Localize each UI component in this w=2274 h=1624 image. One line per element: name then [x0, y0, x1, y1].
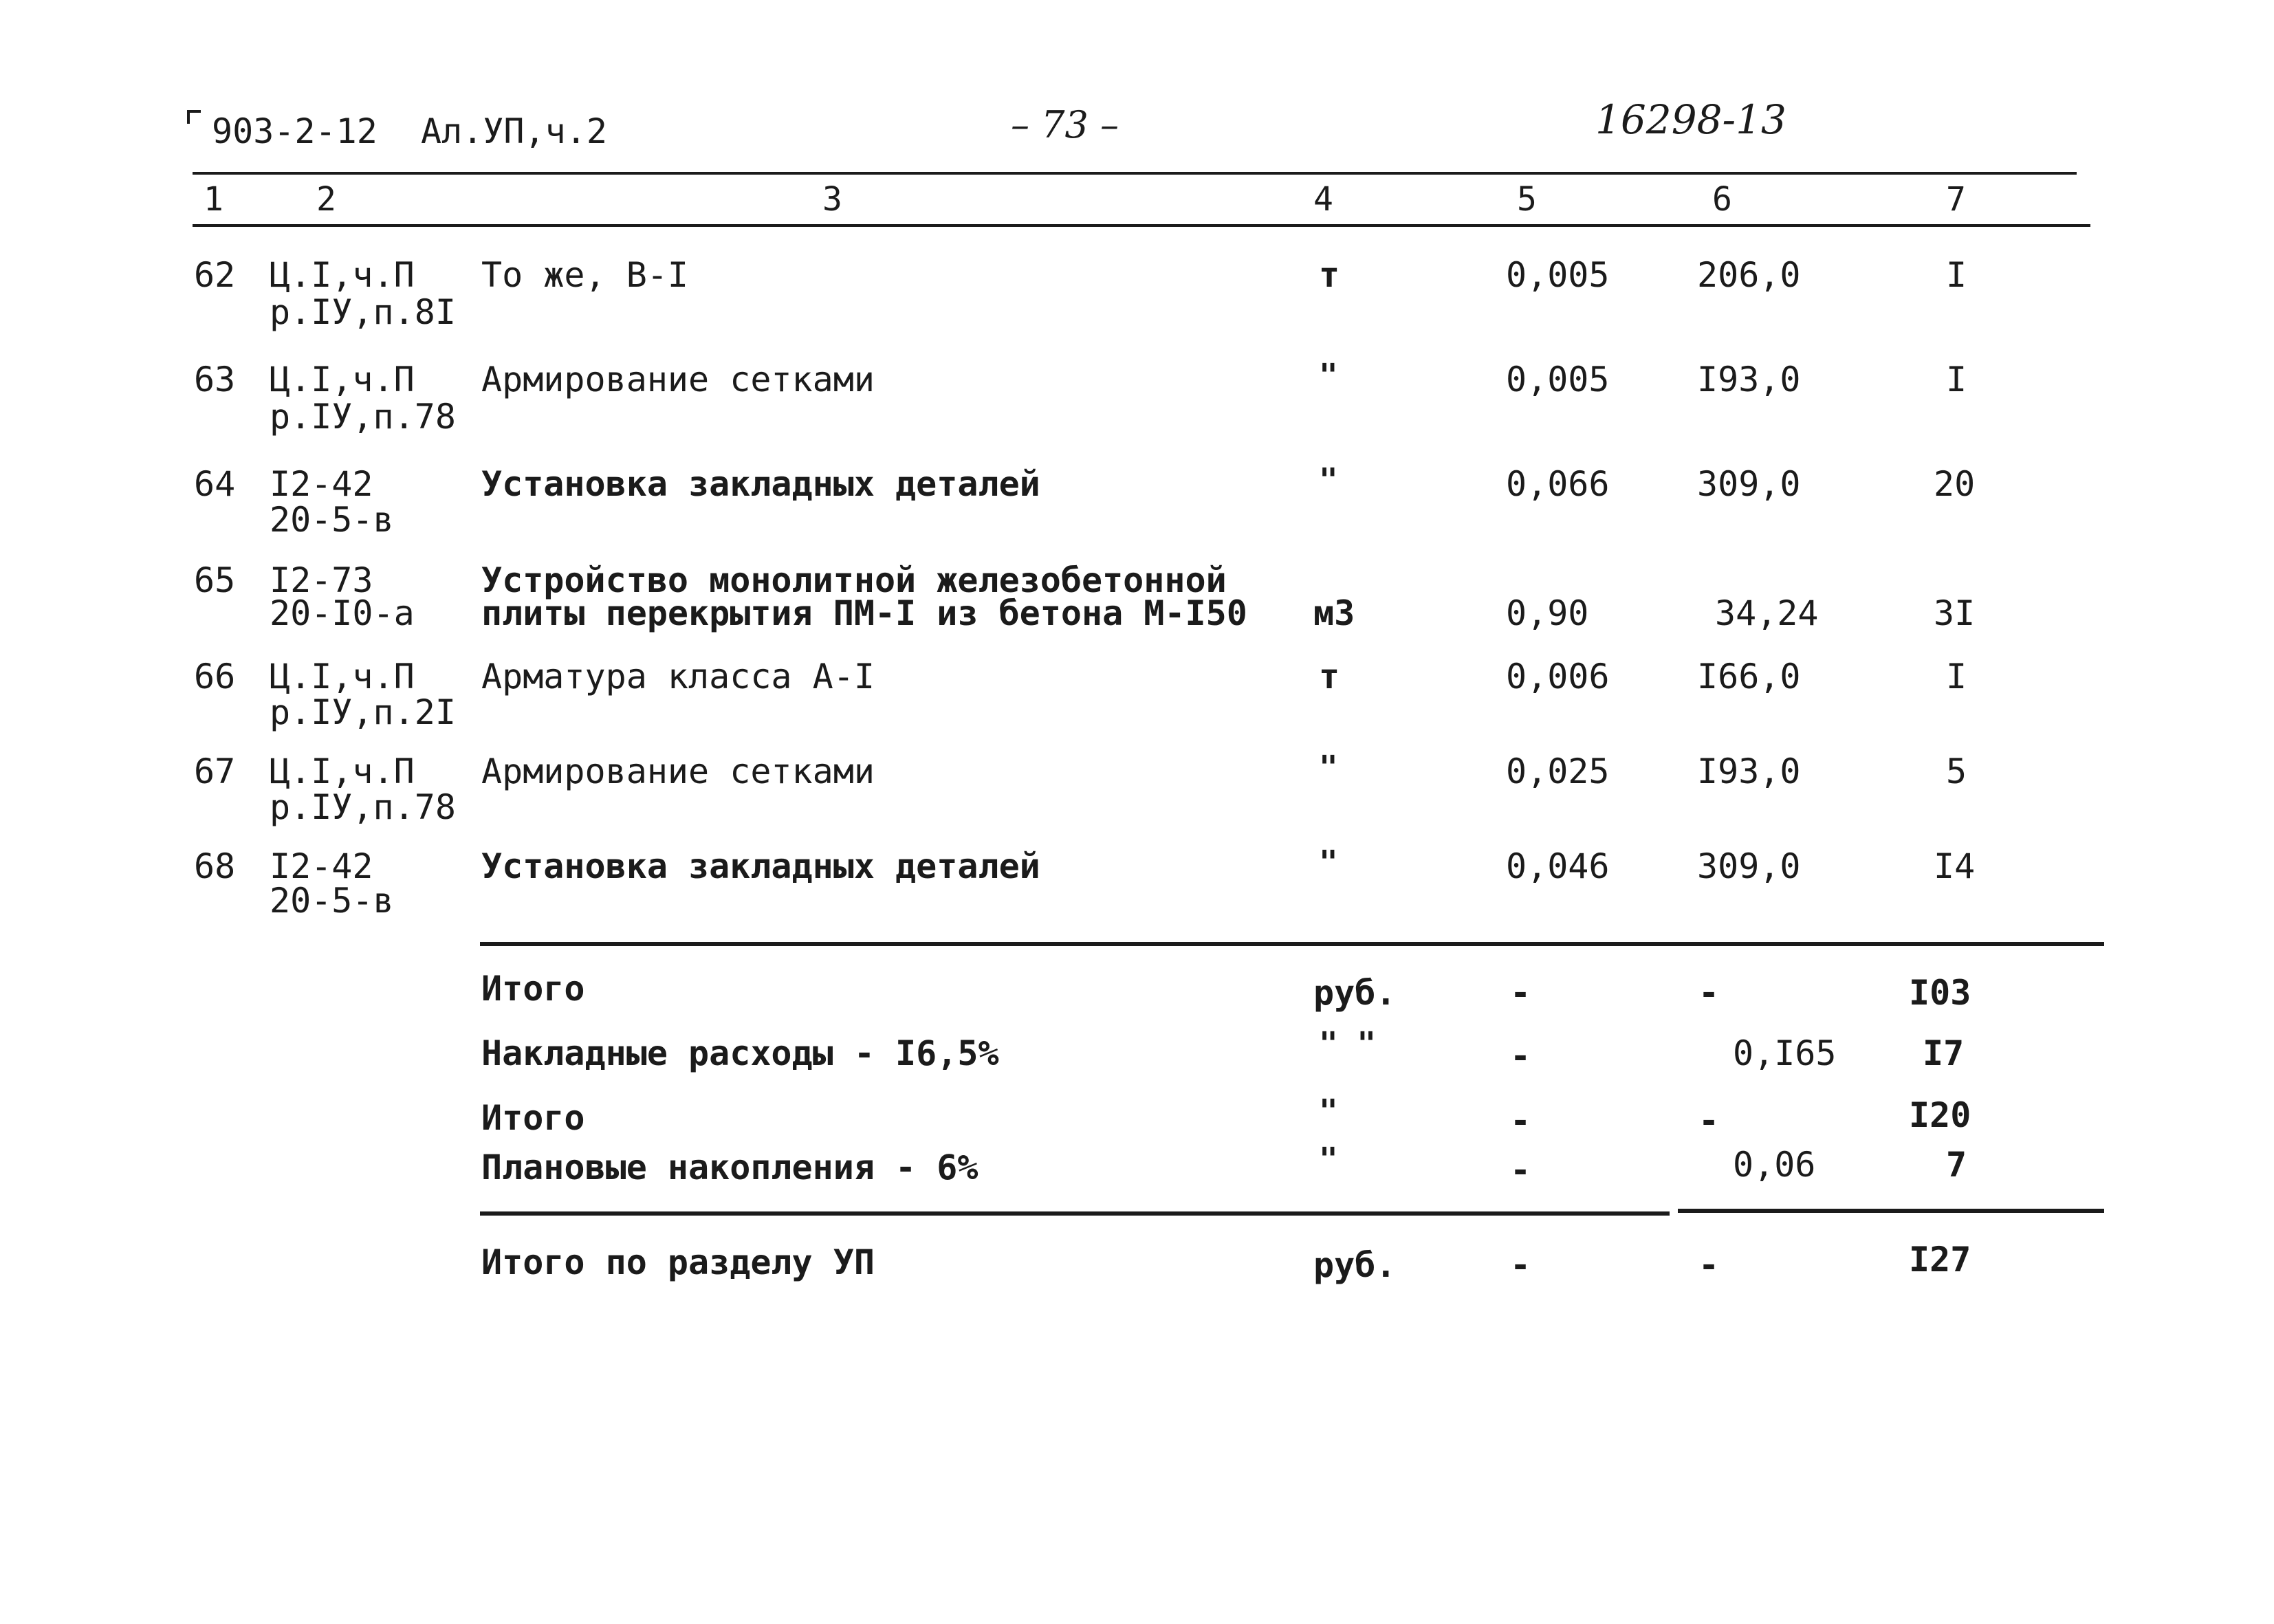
unit-price: 34,24 [1715, 593, 1819, 633]
summary-total: I20 [1909, 1095, 1971, 1135]
quantity: 0,005 [1506, 255, 1610, 295]
total-cost: I4 [1934, 846, 1976, 886]
quantity: 0,005 [1506, 360, 1610, 399]
norm-ref-line1: Ц.I,ч.П [270, 751, 415, 791]
unit: т [1319, 657, 1340, 696]
grand-total-rule-left [480, 1211, 1670, 1216]
work-description: Армирование сетками [481, 751, 875, 791]
corner-mark [187, 110, 201, 124]
norm-ref-line1: I2-73 [270, 560, 373, 600]
row-number: 62 [194, 255, 236, 295]
col-head-3: 3 [822, 180, 842, 219]
summary-label: Итого [481, 969, 585, 1009]
summary-rule [480, 942, 2104, 946]
row-number: 66 [194, 657, 236, 696]
work-description: То же, В-I [481, 255, 689, 295]
unit-price: I66,0 [1697, 657, 1801, 696]
work-description: Установка закладных деталей [481, 464, 1040, 504]
work-description: Арматура класса А-I [481, 657, 875, 696]
quantity: 0,046 [1506, 846, 1610, 886]
norm-ref-line2: 20-5-в [270, 500, 394, 540]
unit-price: I93,0 [1697, 751, 1801, 791]
unit: т [1319, 255, 1340, 295]
norm-ref-line1: I2-42 [270, 464, 373, 504]
norm-ref-line2: р.IУ,п.78 [270, 787, 456, 827]
column-header-rule [193, 224, 2090, 227]
norm-ref-line1: Ц.I,ч.П [270, 255, 415, 295]
col-head-7: 7 [1946, 180, 1966, 219]
summary-qty: - [1510, 1036, 1531, 1076]
row-number: 67 [194, 751, 236, 791]
unit-price: 309,0 [1697, 464, 1801, 504]
row-number: 68 [194, 846, 236, 886]
summary-total: I7 [1923, 1033, 1965, 1073]
quantity: 0,025 [1506, 751, 1610, 791]
row-number: 64 [194, 464, 236, 504]
unit-price: I93,0 [1697, 360, 1801, 399]
summary-label: Плановые накопления - 6% [481, 1148, 979, 1187]
norm-ref-line1: Ц.I,ч.П [270, 657, 415, 696]
summary-total: I03 [1909, 973, 1971, 1013]
summary-qty: - [1510, 973, 1531, 1013]
summary-rate: - [1698, 973, 1720, 1013]
norm-ref-line2: 20-5-в [270, 881, 394, 921]
summary-rate: 0,06 [1733, 1145, 1816, 1185]
grand-total-rate: - [1698, 1245, 1720, 1285]
work-description: Установка закладных деталей [481, 846, 1040, 886]
ditto-mark: " [1319, 461, 1338, 498]
unit: м3 [1313, 593, 1355, 633]
norm-ref-line1: I2-42 [270, 846, 373, 886]
row-number: 65 [194, 560, 236, 600]
grand-total-value: I27 [1909, 1240, 1971, 1280]
total-cost: 3I [1934, 593, 1976, 633]
col-head-5: 5 [1517, 180, 1537, 219]
handwritten-id: 16298-13 [1595, 96, 1786, 143]
summary-label: Итого [481, 1098, 585, 1138]
summary-qty: - [1510, 1101, 1531, 1141]
total-cost: I [1946, 360, 1967, 399]
top-rule [193, 172, 2077, 175]
norm-ref-line2: 20-I0-а [270, 593, 415, 633]
norm-ref-line2: р.IУ,п.8I [270, 292, 456, 332]
ditto-mark: " [1319, 844, 1338, 881]
quantity: 0,006 [1506, 657, 1610, 696]
row-number: 63 [194, 360, 236, 399]
unit-price: 206,0 [1697, 255, 1801, 295]
norm-ref-line2: р.IУ,п.2I [270, 692, 456, 732]
total-cost: I [1946, 255, 1967, 295]
col-head-1: 1 [204, 180, 223, 219]
album-ref: Ал.УП,ч.2 [421, 111, 607, 151]
work-description: Устройство монолитной железобетонной [481, 560, 1227, 600]
ditto-mark: " " [1319, 1025, 1377, 1062]
summary-rate: 0,I65 [1733, 1033, 1837, 1073]
quantity: 0,90 [1506, 593, 1589, 633]
grand-total-qty: - [1510, 1245, 1531, 1285]
grand-total-rule-right [1678, 1209, 2104, 1213]
quantity: 0,066 [1506, 464, 1610, 504]
doc-code: 903-2-12 [212, 111, 378, 151]
total-cost: 20 [1934, 464, 1976, 504]
work-description-line2: плиты перекрытия ПМ-I из бетона М-I50 [481, 593, 1247, 633]
summary-unit: руб. [1313, 973, 1397, 1013]
work-description: Армирование сетками [481, 360, 875, 399]
col-head-6: 6 [1712, 180, 1732, 219]
ditto-mark: " [1319, 749, 1338, 786]
summary-label: Накладные расходы - I6,5% [481, 1033, 999, 1073]
col-head-2: 2 [316, 180, 336, 219]
norm-ref-line1: Ц.I,ч.П [270, 360, 415, 399]
summary-qty: - [1510, 1150, 1531, 1190]
ditto-mark: " [1319, 357, 1338, 394]
ditto-mark: " [1319, 1141, 1338, 1178]
grand-total-unit: руб. [1313, 1245, 1397, 1285]
page-number: – 73 – [1011, 103, 1119, 146]
ditto-mark: " [1319, 1093, 1338, 1130]
total-cost: 5 [1946, 751, 1967, 791]
total-cost: I [1946, 657, 1967, 696]
unit-price: 309,0 [1697, 846, 1801, 886]
grand-total-label: Итого по разделу УП [481, 1242, 875, 1282]
summary-rate: - [1698, 1101, 1720, 1141]
col-head-4: 4 [1313, 180, 1333, 219]
summary-total: 7 [1946, 1145, 1967, 1185]
norm-ref-line2: р.IУ,п.78 [270, 397, 456, 437]
